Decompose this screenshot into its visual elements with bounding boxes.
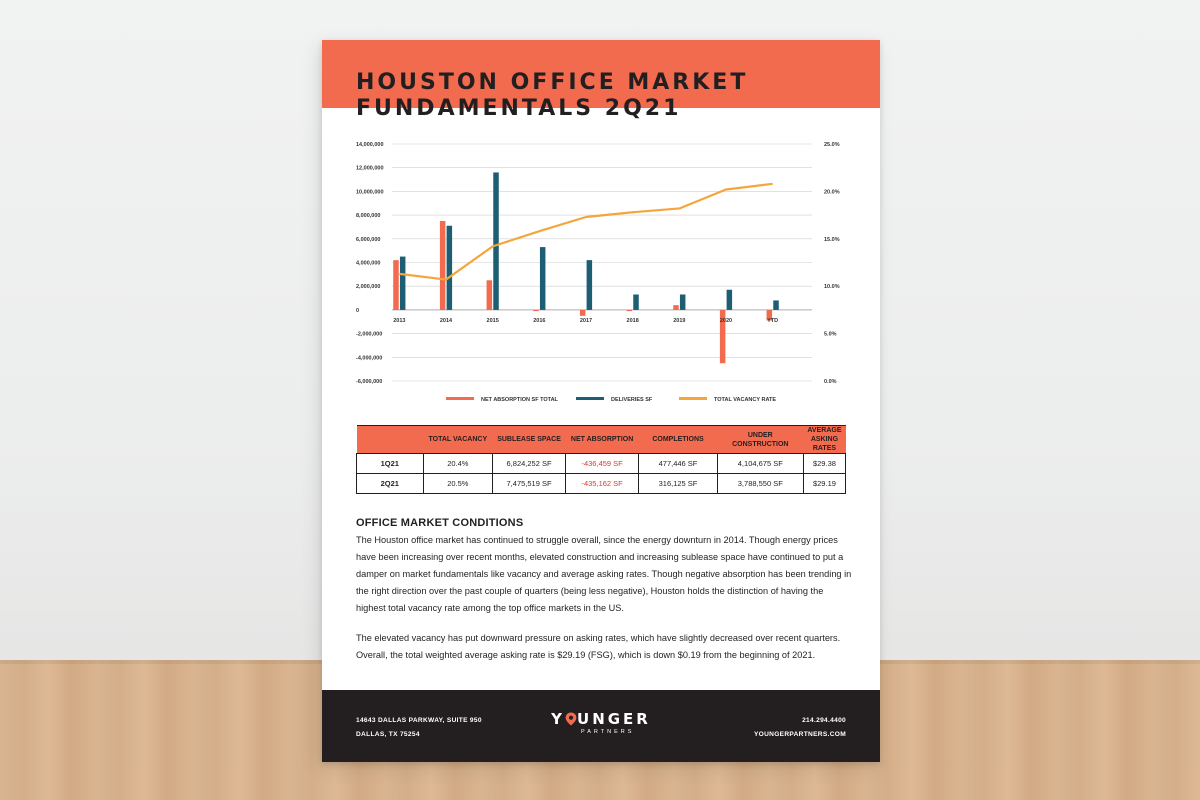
logo-wordmark [551,710,651,728]
net-absorption-bar [627,310,633,311]
logo-letter-y: Y [551,710,566,728]
x-axis-tick-label: 2014 [439,317,453,324]
title-line-2: FUNDAMENTALS 2Q21 [356,96,682,121]
footer-contact [754,714,846,742]
table-header-cell: COMPLETIONS [639,426,717,454]
table-header-cell [357,426,424,454]
table-cell: 3,788,550 SF [717,474,803,494]
table-header-row [357,426,846,454]
net-absorption-bar [440,221,446,310]
legend-swatch [446,397,474,400]
table-header-cell: TOTAL VACANCY [423,426,493,454]
table-cell: 316,125 SF [639,474,717,494]
footer-phone: 214.294.4400 [802,717,846,724]
left-axis-tick-label: 12,000,000 [356,165,384,172]
left-axis-tick-label: -4,000,000 [356,355,383,362]
table-cell: 477,446 SF [639,454,717,474]
left-axis-tick-label: 14,000,000 [356,142,384,148]
left-axis-tick-label: 4,000,000 [356,260,381,267]
x-axis-tick-label: 2013 [393,317,406,324]
deliveries-bar [773,300,779,309]
x-axis-tick-label: YTD [767,317,779,324]
table-cell: 7,475,519 SF [493,474,566,494]
address-line-2: DALLAS, TX 75254 [356,731,420,738]
left-axis-tick-label: -6,000,000 [356,379,383,385]
right-axis-tick-label: 25.0% [824,142,840,148]
document-title [356,70,748,122]
right-axis-tick-label: 10.0% [824,284,840,291]
table-header-cell: UNDER CONSTRUCTION [717,426,803,454]
table-cell: -435,162 SF [565,474,638,494]
net-absorption-bar [393,260,399,310]
left-axis-tick-label: 0 [356,307,360,314]
footer-address [356,714,482,742]
deliveries-bar [493,172,499,309]
x-axis-tick-label: 2018 [626,317,639,324]
x-axis-tick-label: 2016 [533,317,546,324]
legend-swatch [679,397,707,400]
table-header-cell: SUBLEASE SPACE [493,426,566,454]
vacancy-rate-line [399,184,772,280]
table-cell: 20.5% [423,474,493,494]
legend-label: DELIVERIES SF [611,397,653,403]
table-header-cell: AVERAGE ASKING RATES [803,426,845,454]
conditions-paragraph-2: The elevated vacancy has put downward pressure on asking rates, which have slightly decreased over recent quarters. Overall, the total weighted average asking rate is $29.19 (FSG), which is down $0.19 from the beginning of 2021. [356,633,841,660]
logo-letters-rest: UNGER [577,710,651,728]
table-row [357,454,846,474]
table-header-cell: NET ABSORPTION [565,426,638,454]
net-absorption-bar [487,280,493,310]
net-absorption-bar [673,305,679,310]
deliveries-bar [680,294,686,309]
deliveries-bar [587,260,593,310]
table-cell: 1Q21 [357,454,424,474]
flyer-sheet [322,40,880,762]
title-line-1: HOUSTON OFFICE MARKET [356,70,749,95]
net-absorption-bar [580,310,586,316]
x-axis-tick-label: 2017 [579,317,593,324]
table-cell: 6,824,252 SF [493,454,566,474]
right-axis-tick-label: 5.0% [824,331,837,338]
address-line-1: 14643 DALLAS PARKWAY, SUITE 950 [356,717,482,724]
table-cell: -436,459 SF [565,454,638,474]
right-axis-tick-label: 0.0% [824,379,837,385]
table-cell: $29.19 [803,474,845,494]
net-absorption-bar [533,310,539,311]
table-cell: 4,104,675 SF [717,454,803,474]
left-axis-tick-label: 8,000,000 [356,213,381,220]
x-axis-tick-label: 2015 [486,317,499,324]
x-axis-tick-label: 2019 [673,317,686,324]
footer-website: YOUNGERPARTNERS.COM [753,731,846,738]
left-axis-tick-label: -2,000,000 [356,331,383,338]
deliveries-bar [727,290,733,310]
logo-subtitle: PARTNERS [581,729,635,735]
table-row [357,474,846,494]
younger-partners-logo [551,710,651,735]
table-cell: 2Q21 [357,474,424,494]
legend-label: NET ABSORPTION SF TOTAL [481,397,558,403]
market-chart [322,136,880,416]
conditions-heading: OFFICE MARKET CONDITIONS [356,517,524,529]
table-cell: $29.38 [803,454,845,474]
deliveries-bar [540,247,546,310]
deliveries-bar [400,257,406,310]
right-axis-tick-label: 15.0% [824,236,840,243]
legend-label: TOTAL VACANCY RATE [714,397,777,403]
right-axis-tick-label: 20.0% [824,189,840,196]
table-cell: 20.4% [423,454,493,474]
x-axis-tick-label: 2020 [719,317,733,324]
footer [322,690,880,762]
deliveries-bar [633,294,639,309]
deliveries-bar [447,226,453,310]
location-pin-icon [565,712,577,726]
market-table [356,425,846,494]
left-axis-tick-label: 10,000,000 [356,189,384,196]
left-axis-tick-label: 6,000,000 [356,236,381,243]
left-axis-tick-label: 2,000,000 [356,284,381,291]
conditions-paragraph-1: The Houston office market has continued to struggle overall, since the energy downturn in 2014. Though energy prices have been increasing over recent months, elevated construction and increasing sublease space have continued to put a damper on market fundamentals like vacancy and average asking rates. Though negative absorption has been trending in the right direction over the past couple of quarters (being less negative), Houston holds the distinction of having the highest total vacancy rate among the top office markets in the US. [356,535,852,613]
legend-swatch [576,397,604,400]
